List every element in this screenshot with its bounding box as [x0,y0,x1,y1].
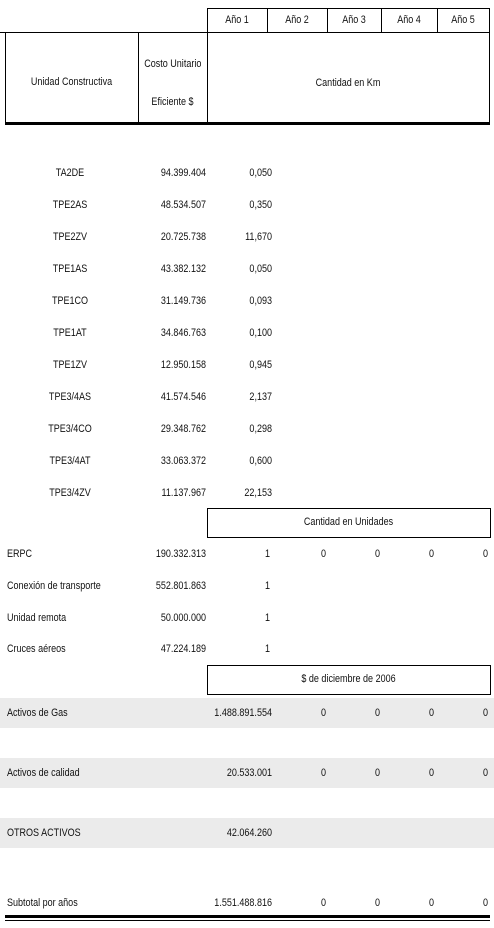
year-1-qty: 22,153 [244,487,272,499]
unit-cost: 12.950.158 [160,359,206,371]
year-2-value: 0 [320,767,326,779]
year-4-qty: 0 [428,548,434,560]
cost-column-header: Costo Unitario [144,58,202,70]
unit-cost: 41.574.546 [160,391,206,403]
year-5-value: 0 [482,767,488,779]
unit-name: TPE2ZV [52,231,88,243]
year-1-qty: 1 [264,548,270,560]
year-1-qty: 0,093 [249,295,272,307]
summary-total: 20.533.001 [226,767,272,779]
divider [0,32,490,33]
total-rule [5,920,490,921]
unit-name: TA2DE [55,167,85,179]
year-3-header: Año 3 [342,14,366,26]
unit-name: TPE3/4AS [48,391,92,403]
unit-name: TPE2AS [52,199,88,211]
year-2-header: Año 2 [285,14,309,26]
unit-cost: 34.846.763 [160,327,206,339]
divider [5,32,6,123]
summary-total: 1.488.891.554 [214,707,272,719]
divider [207,8,208,123]
unit-name: TPE1AT [53,327,87,339]
unit-cost: 190.332.313 [155,548,206,560]
money-header: $ de diciembre de 2006 [301,673,396,685]
summary-label: OTROS ACTIVOS [7,827,81,839]
year-2-value: 0 [320,707,326,719]
year-1-qty: 1 [264,643,270,655]
year-1-qty: 0,298 [249,423,272,435]
divider [489,8,490,123]
unit-name: TPE1CO [51,295,89,307]
year-1-qty: 2,137 [249,391,272,403]
year-1-qty: 1 [264,580,270,592]
divider [381,8,382,32]
unit-cost: 94.399.404 [160,167,206,179]
year-2-value: 0 [320,897,326,909]
year-1-qty: 0,350 [249,199,272,211]
divider [138,32,139,123]
divider [327,8,328,32]
unit-cost: 31.149.736 [160,295,206,307]
year-3-value: 0 [374,767,380,779]
unit-cost: 47.224.189 [160,643,206,655]
total-rule [5,915,490,918]
year-1-qty: 0,945 [249,359,272,371]
unit-name: Conexión de transporte [7,580,101,592]
unit-name: Unidad remota [7,612,67,624]
year-3-value: 0 [374,707,380,719]
cost-column-header: Eficiente $ [151,96,194,108]
summary-total: 42.064.260 [226,827,272,839]
year-3-value: 0 [374,897,380,909]
year-1-qty: 0,050 [249,263,272,275]
summary-total: 1.551.488.816 [214,897,272,909]
unit-column-header: Unidad Constructiva [30,76,113,88]
year-4-value: 0 [428,707,434,719]
divider [207,8,490,9]
year-1-qty: 0,050 [249,167,272,179]
unit-cost: 552.801.863 [155,580,206,592]
year-5-header: Año 5 [451,14,475,26]
quantity-km-header: Cantidad en Km [315,77,381,89]
summary-label: Activos de calidad [7,767,80,779]
unit-name: Cruces aéreos [7,643,66,655]
year-3-qty: 0 [374,548,380,560]
year-2-qty: 0 [320,548,326,560]
unit-cost: 48.534.507 [160,199,206,211]
year-1-qty: 0,600 [249,455,272,467]
year-1-header: Año 1 [225,14,249,26]
unit-name: ERPC [7,548,33,560]
unit-name: TPE3/4ZV [49,487,91,499]
unit-cost: 43.382.132 [160,263,206,275]
year-5-qty: 0 [482,548,488,560]
unit-cost: 29.348.762 [160,423,206,435]
year-1-qty: 11,670 [245,231,272,243]
summary-label: Activos de Gas [7,707,68,719]
unit-name: TPE1AS [52,263,88,275]
year-5-value: 0 [482,897,488,909]
unit-cost: 20.725.738 [160,231,206,243]
unit-cost: 50.000.000 [160,612,206,624]
unit-cost: 11.137.967 [161,487,206,499]
divider [267,8,268,32]
year-1-qty: 1 [264,612,270,624]
unit-name: TPE3/4CO [48,423,92,435]
unit-name: TPE3/4AT [49,455,91,467]
year-4-value: 0 [428,767,434,779]
summary-label: Subtotal por años [7,897,78,909]
header-bottom-rule [5,122,490,125]
units-header: Cantidad en Unidades [303,516,394,528]
unit-cost: 33.063.372 [160,455,206,467]
year-1-qty: 0,100 [249,327,272,339]
year-5-value: 0 [482,707,488,719]
unit-name: TPE1ZV [52,359,88,371]
year-4-value: 0 [428,897,434,909]
divider [437,8,438,32]
year-4-header: Año 4 [397,14,421,26]
